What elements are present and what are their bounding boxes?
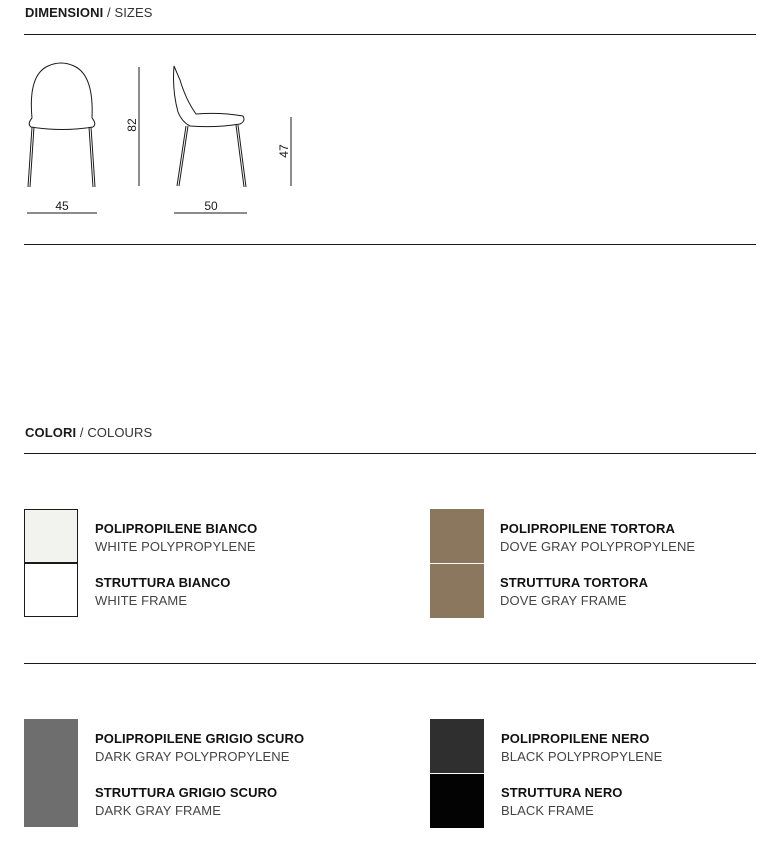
dove-gray-frame-swatch bbox=[430, 564, 484, 618]
heading-separator: / bbox=[79, 425, 84, 440]
depth-value: 50 bbox=[204, 199, 218, 213]
chair-front-view-drawing bbox=[28, 63, 95, 187]
colour-name-english: DARK GRAY POLYPROPYLENE bbox=[95, 749, 290, 764]
colours-heading-english: COLOURS bbox=[87, 425, 153, 440]
colour-label bbox=[95, 730, 304, 766]
black-polypropylene-swatch bbox=[430, 719, 484, 773]
colour-label bbox=[501, 730, 662, 766]
width-value: 45 bbox=[55, 199, 69, 213]
colour-name-italian: STRUTTURA GRIGIO SCURO bbox=[95, 785, 278, 800]
seat-height-value: 47 bbox=[277, 144, 291, 158]
divider bbox=[24, 453, 756, 454]
colour-name-italian: STRUTTURA BIANCO bbox=[95, 575, 231, 590]
dark-gray-frame-swatch bbox=[24, 773, 78, 827]
colour-label bbox=[95, 574, 230, 610]
colour-name-english: BLACK POLYPROPYLENE bbox=[501, 749, 663, 764]
heading-separator: / bbox=[107, 5, 111, 20]
dove-gray-polypropylene-swatch bbox=[430, 509, 484, 563]
colour-name-english: WHITE POLYPROPYLENE bbox=[95, 539, 256, 554]
sizes-heading-english: SIZES bbox=[114, 5, 153, 20]
colour-name-english: DARK GRAY FRAME bbox=[95, 803, 221, 818]
colour-name-english: WHITE FRAME bbox=[95, 593, 188, 608]
height-value: 82 bbox=[125, 118, 139, 132]
white-polypropylene-swatch bbox=[24, 509, 78, 563]
dark-gray-polypropylene-swatch bbox=[24, 719, 78, 773]
colour-name-italian: POLIPROPILENE NERO bbox=[501, 731, 650, 746]
chair-side-view-drawing bbox=[174, 66, 247, 187]
colours-heading bbox=[25, 425, 152, 440]
black-frame-swatch bbox=[430, 774, 484, 828]
colour-label bbox=[95, 784, 277, 820]
colour-name-italian: POLIPROPILENE TORTORA bbox=[500, 521, 675, 536]
colour-name-italian: POLIPROPILENE BIANCO bbox=[95, 521, 258, 536]
divider bbox=[24, 663, 756, 664]
colour-name-english: BLACK FRAME bbox=[501, 803, 594, 818]
colour-label bbox=[500, 574, 648, 610]
colour-label bbox=[500, 520, 695, 556]
sizes-heading-italian: DIMENSIONI bbox=[25, 5, 104, 20]
colour-label bbox=[95, 520, 257, 556]
white-frame-swatch bbox=[24, 563, 78, 617]
colour-name-italian: POLIPROPILENE GRIGIO SCURO bbox=[95, 731, 305, 746]
chair-dimension-drawings bbox=[0, 0, 320, 230]
divider bbox=[24, 244, 756, 245]
colour-name-english: DOVE GRAY FRAME bbox=[500, 593, 627, 608]
colour-name-italian: STRUTTURA NERO bbox=[501, 785, 623, 800]
colour-label bbox=[501, 784, 623, 820]
colour-name-english: DOVE GRAY POLYPROPYLENE bbox=[500, 539, 696, 554]
colours-heading-italian: COLORI bbox=[25, 425, 77, 440]
colour-name-italian: STRUTTURA TORTORA bbox=[500, 575, 649, 590]
